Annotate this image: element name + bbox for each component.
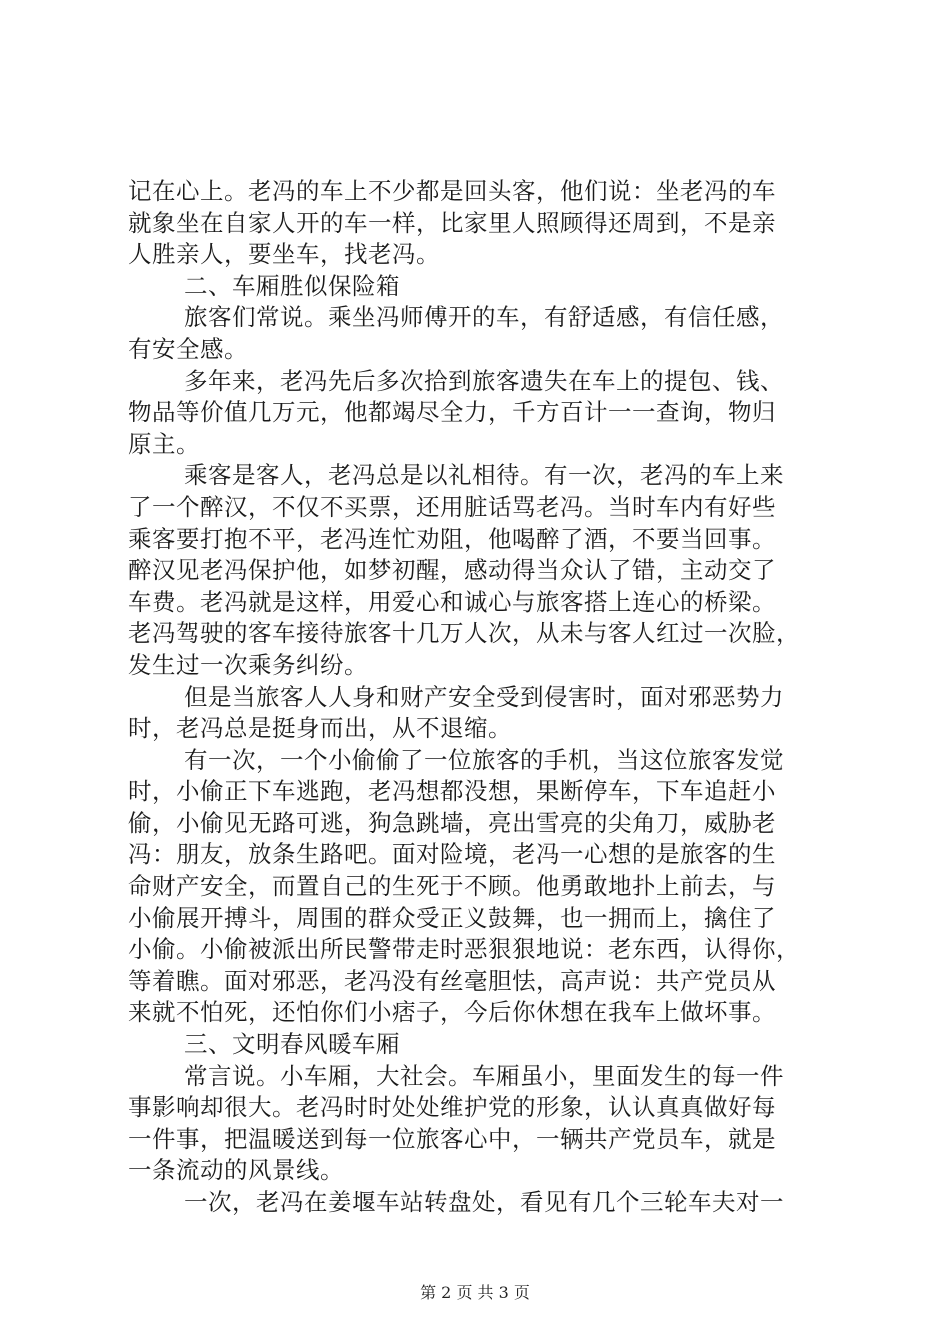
text-line: 有一次，一个小偷偷了一位旅客的手机，当这位旅客发觉 — [184, 745, 784, 774]
text-line: 旅客们常说。乘坐冯师傅开的车，有舒适感，有信任感， — [184, 303, 784, 332]
text-line: 但是当旅客人人身和财产安全受到侵害时，面对邪恶势力 — [184, 682, 784, 711]
text-line: 有安全感。 — [128, 334, 248, 363]
text-line: 乘客要打抱不平，老冯连忙劝阻，他喝醉了酒，不要当回事。 — [128, 524, 776, 553]
text-line: 发生过一次乘务纠纷。 — [128, 650, 368, 679]
text-line: 老冯驾驶的客车接待旅客十几万人次，从未与客人红过一次脸， — [128, 619, 800, 648]
text-line: 偷，小偷见无路可逃，狗急跳墙，亮出雪亮的尖角刀，威胁老 — [128, 808, 776, 837]
text-line: 小偷。小偷被派出所民警带走时恶狠狠地说：老东西，认得你， — [128, 935, 800, 964]
text-line: 时，小偷正下车逃跑，老冯想都没想，果断停车，下车追赶小 — [128, 777, 776, 806]
text-line: 一次，老冯在姜堰车站转盘处，看见有几个三轮车夫对一 — [184, 1188, 784, 1216]
text-line: 事影响却很大。老冯时时处处维护党的形象，认认真真做好每 — [128, 1093, 776, 1122]
text-line: 小偷展开搏斗，周围的群众受正义鼓舞，也一拥而上，擒住了 — [128, 903, 776, 932]
text-line: 二、车厢胜似保险箱 — [184, 271, 400, 300]
text-line: 醉汉见老冯保护他，如梦初醒，感动得当众认了错，主动交了 — [128, 556, 776, 585]
text-line: 时，老冯总是挺身而出，从不退缩。 — [128, 714, 512, 743]
text-line: 了一个醉汉，不仅不买票，还用脏话骂老冯。当时车内有好些 — [128, 492, 776, 521]
text-line: 一件事，把温暖送到每一位旅客心中，一辆共产党员车，就是 — [128, 1124, 776, 1153]
text-line: 三、文明春风暖车厢 — [184, 1030, 400, 1059]
text-line: 就象坐在自家人开的车一样，比家里人照顾得还周到，不是亲 — [128, 208, 776, 237]
text-line: 记在心上。老冯的车上不少都是回头客，他们说：坐老冯的车 — [128, 177, 776, 205]
text-line: 物品等价值几万元，他都竭尽全力，千方百计一一查询，物归 — [128, 398, 776, 427]
text-line: 一条流动的风景线。 — [128, 1156, 344, 1185]
text-line: 等着瞧。面对邪恶，老冯没有丝毫胆怯，高声说：共产党员从 — [128, 966, 776, 995]
text-line: 原主。 — [128, 429, 200, 458]
text-line: 来就不怕死，还怕你们小痞子，今后你休想在我车上做坏事。 — [128, 998, 776, 1027]
text-line: 常言说。小车厢，大社会。车厢虽小，里面发生的每一件 — [184, 1061, 784, 1090]
text-line: 人胜亲人，要坐车，找老冯。 — [128, 240, 440, 269]
body-text — [128, 176, 828, 1219]
text-line: 命财产安全，而置自己的生死于不顾。他勇敢地扑上前去，与 — [128, 872, 776, 901]
text-line: 冯：朋友，放条生路吧。面对险境，老冯一心想的是旅客的生 — [128, 840, 776, 869]
text-line: 乘客是客人，老冯总是以礼相待。有一次，老冯的车上来 — [184, 461, 784, 490]
text-line: 多年来，老冯先后多次拾到旅客遗失在车上的提包、钱、 — [184, 366, 784, 395]
page-footer: 第 2 页 共 3 页 — [420, 1283, 530, 1302]
text-line: 车费。老冯就是这样，用爱心和诚心与旅客搭上连心的桥梁。 — [128, 587, 776, 616]
